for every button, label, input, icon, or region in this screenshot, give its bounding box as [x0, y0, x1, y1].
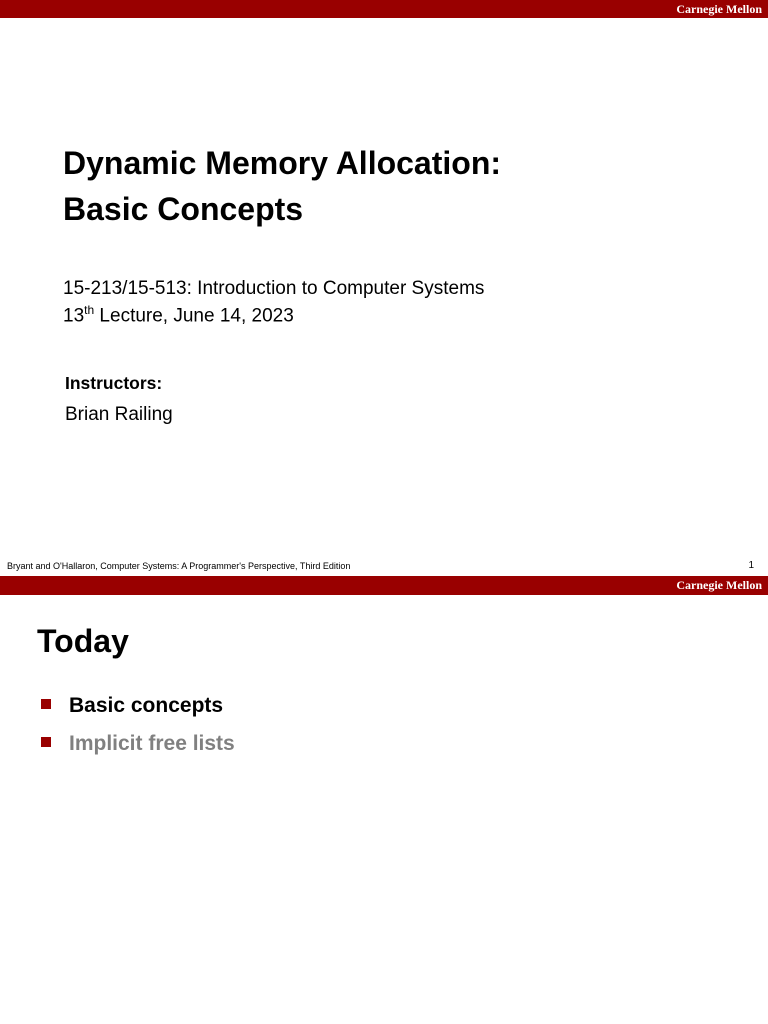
lecture-number: 13 [63, 305, 85, 327]
instructor-name: Brian Railing [65, 404, 173, 425]
page-number: 1 [748, 560, 754, 571]
instructors-label: Instructors: [65, 373, 163, 393]
header-bar [0, 0, 768, 18]
lecture-ordinal-suffix: th [84, 303, 95, 317]
square-bullet-icon [41, 699, 51, 709]
title-line-2: Basic Concepts [63, 191, 304, 227]
agenda-item-basic-concepts [41, 694, 235, 732]
course-name: 15-213/15-513: Introduction to Computer Systems [63, 278, 485, 299]
agenda-item-label: Implicit free lists [69, 732, 235, 755]
slide-2 [0, 576, 768, 1024]
square-bullet-icon [41, 737, 51, 747]
lecture-date: Lecture, June 14, 2023 [94, 305, 294, 327]
agenda-item-label: Basic concepts [69, 694, 224, 717]
agenda-item-implicit-free-lists [41, 732, 235, 770]
brand-name: Carnegie Mellon [676, 578, 762, 592]
footer-credit: Bryant and O'Hallaron, Computer Systems: A Programmer's Perspective, Third Edition [7, 561, 351, 571]
lecture-info [63, 303, 294, 327]
brand-name: Carnegie Mellon [676, 2, 762, 16]
slide-title: Today [37, 623, 129, 659]
agenda-list [41, 694, 235, 770]
header-bar [0, 576, 768, 595]
title-line-1: Dynamic Memory Allocation: [63, 145, 502, 181]
slide-title [63, 140, 743, 232]
